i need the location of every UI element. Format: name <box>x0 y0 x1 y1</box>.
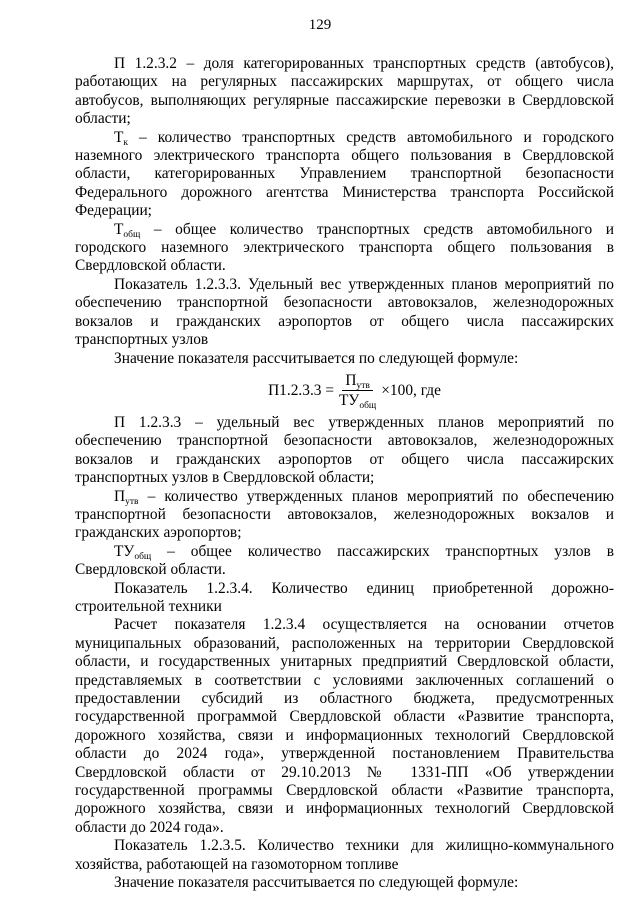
symbol: ТУ <box>114 542 135 560</box>
indicator-1235-heading: Показатель 1.2.3.5. Количество техники для жилищно-коммунального хозяйства, работающей на газомоторном топливе <box>75 837 614 873</box>
symbol-subscript: утв <box>125 496 139 507</box>
symbol-subscript: общ <box>123 229 141 240</box>
symbol: Т <box>114 220 124 238</box>
symbol: П 1.2.3.2 <box>114 55 177 72</box>
formula-1233 <box>75 368 614 414</box>
formula-rhs: ×100, где <box>381 381 441 399</box>
formula-fraction <box>337 372 378 410</box>
indicator-1233-heading: Показатель 1.2.3.3. Удельный вес утвержденных планов мероприятий по обеспечению транспортной безопасности автовокзалов, железнодорожных вокзалов и гражданских аэропортов от общего числа пассажирских транспортных узлов <box>75 275 614 349</box>
formula-lhs: П1.2.3.3 = <box>268 381 335 399</box>
definition-text: – общее количество пассажирских транспортных узлов в Свердловской области. <box>75 542 614 579</box>
definition-text: – количество утвержденных планов мероприятий по обеспечению транспортной безопасности автовокзалов, железнодорожных вокзалов и гражданских аэропортов; <box>75 487 614 542</box>
symbol: П <box>114 487 126 505</box>
page-number: 129 <box>308 17 332 33</box>
definition-putv <box>75 488 614 543</box>
definition-tuobsh <box>75 543 614 580</box>
definition-tk <box>75 129 614 221</box>
symbol: Т <box>114 128 124 146</box>
formula-intro: Значение показателя рассчитывается по следующей формуле: <box>114 349 519 367</box>
definition-text: – количество транспортных средств автомобильного и городского наземного электрического транспорта общего пользования в Свердловской области, категорированных Управлением транспортной безопасности Федерального дорожного агентства Министерства транспорта Российской Федерации; <box>75 128 614 220</box>
definition-p1232 <box>75 55 614 129</box>
document-body <box>75 55 614 892</box>
symbol-subscript: к <box>123 137 129 148</box>
definition-p1233: П 1.2.3.3 – удельный вес утвержденных планов мероприятий по обеспечению транспортной безопасности автовокзалов, железнодорожных вокзалов и гражданских аэропортов от общего числа пассажирских транспортных узлов в Свердловской области; <box>75 413 614 487</box>
definition-text: – общее количество транспортных средств автомобильного и городского наземного электрического транспорта общего пользования в Свердловской области. <box>75 220 614 275</box>
indicator-1234-description: Расчет показателя 1.2.3.4 осуществляется на основании отчетов муниципальных образований, расположенных на территории Свердловской области, и государственных унитарных предприятий Свердловской области, представляемых в соответствии с условиями заключенных соглашений о предоставлении субсидий из областного бюджета, предусмотренных государственной программой Свердловской области «Развитие транспорта, дорожного хозяйства, связи и информационных технологий Свердловской области до 2024 года», утвержденной постановлением Правительства Свердловской области от 29.10.2013 № 1331-ПП «Об утверждении государственной программы Свердловской области «Развитие транспорта, дорожного хозяйства, связи и информационных технологий Свердловской области до 2024 года». <box>75 616 614 836</box>
definition-tobsh <box>75 221 614 276</box>
fraction-numerator: $П_{утв}$ <box>342 372 373 391</box>
definition-text: – доля категорированных транспортных средств (автобусов), работающих на регулярных пассажирских маршрутах, от общего числа автобусов, выполняющих регулярные пассажирские перевозки в Свердловской области; <box>75 55 614 128</box>
indicator-1234-heading: Показатель 1.2.3.4. Количество единиц приобретенной дорожно-строительной техники <box>75 579 614 615</box>
fraction-denominator: $ТУ_{общ}$ <box>339 391 377 411</box>
symbol-subscript: общ <box>134 551 152 562</box>
formula-intro-2: Значение показателя рассчитывается по следующей формуле: <box>114 874 519 892</box>
